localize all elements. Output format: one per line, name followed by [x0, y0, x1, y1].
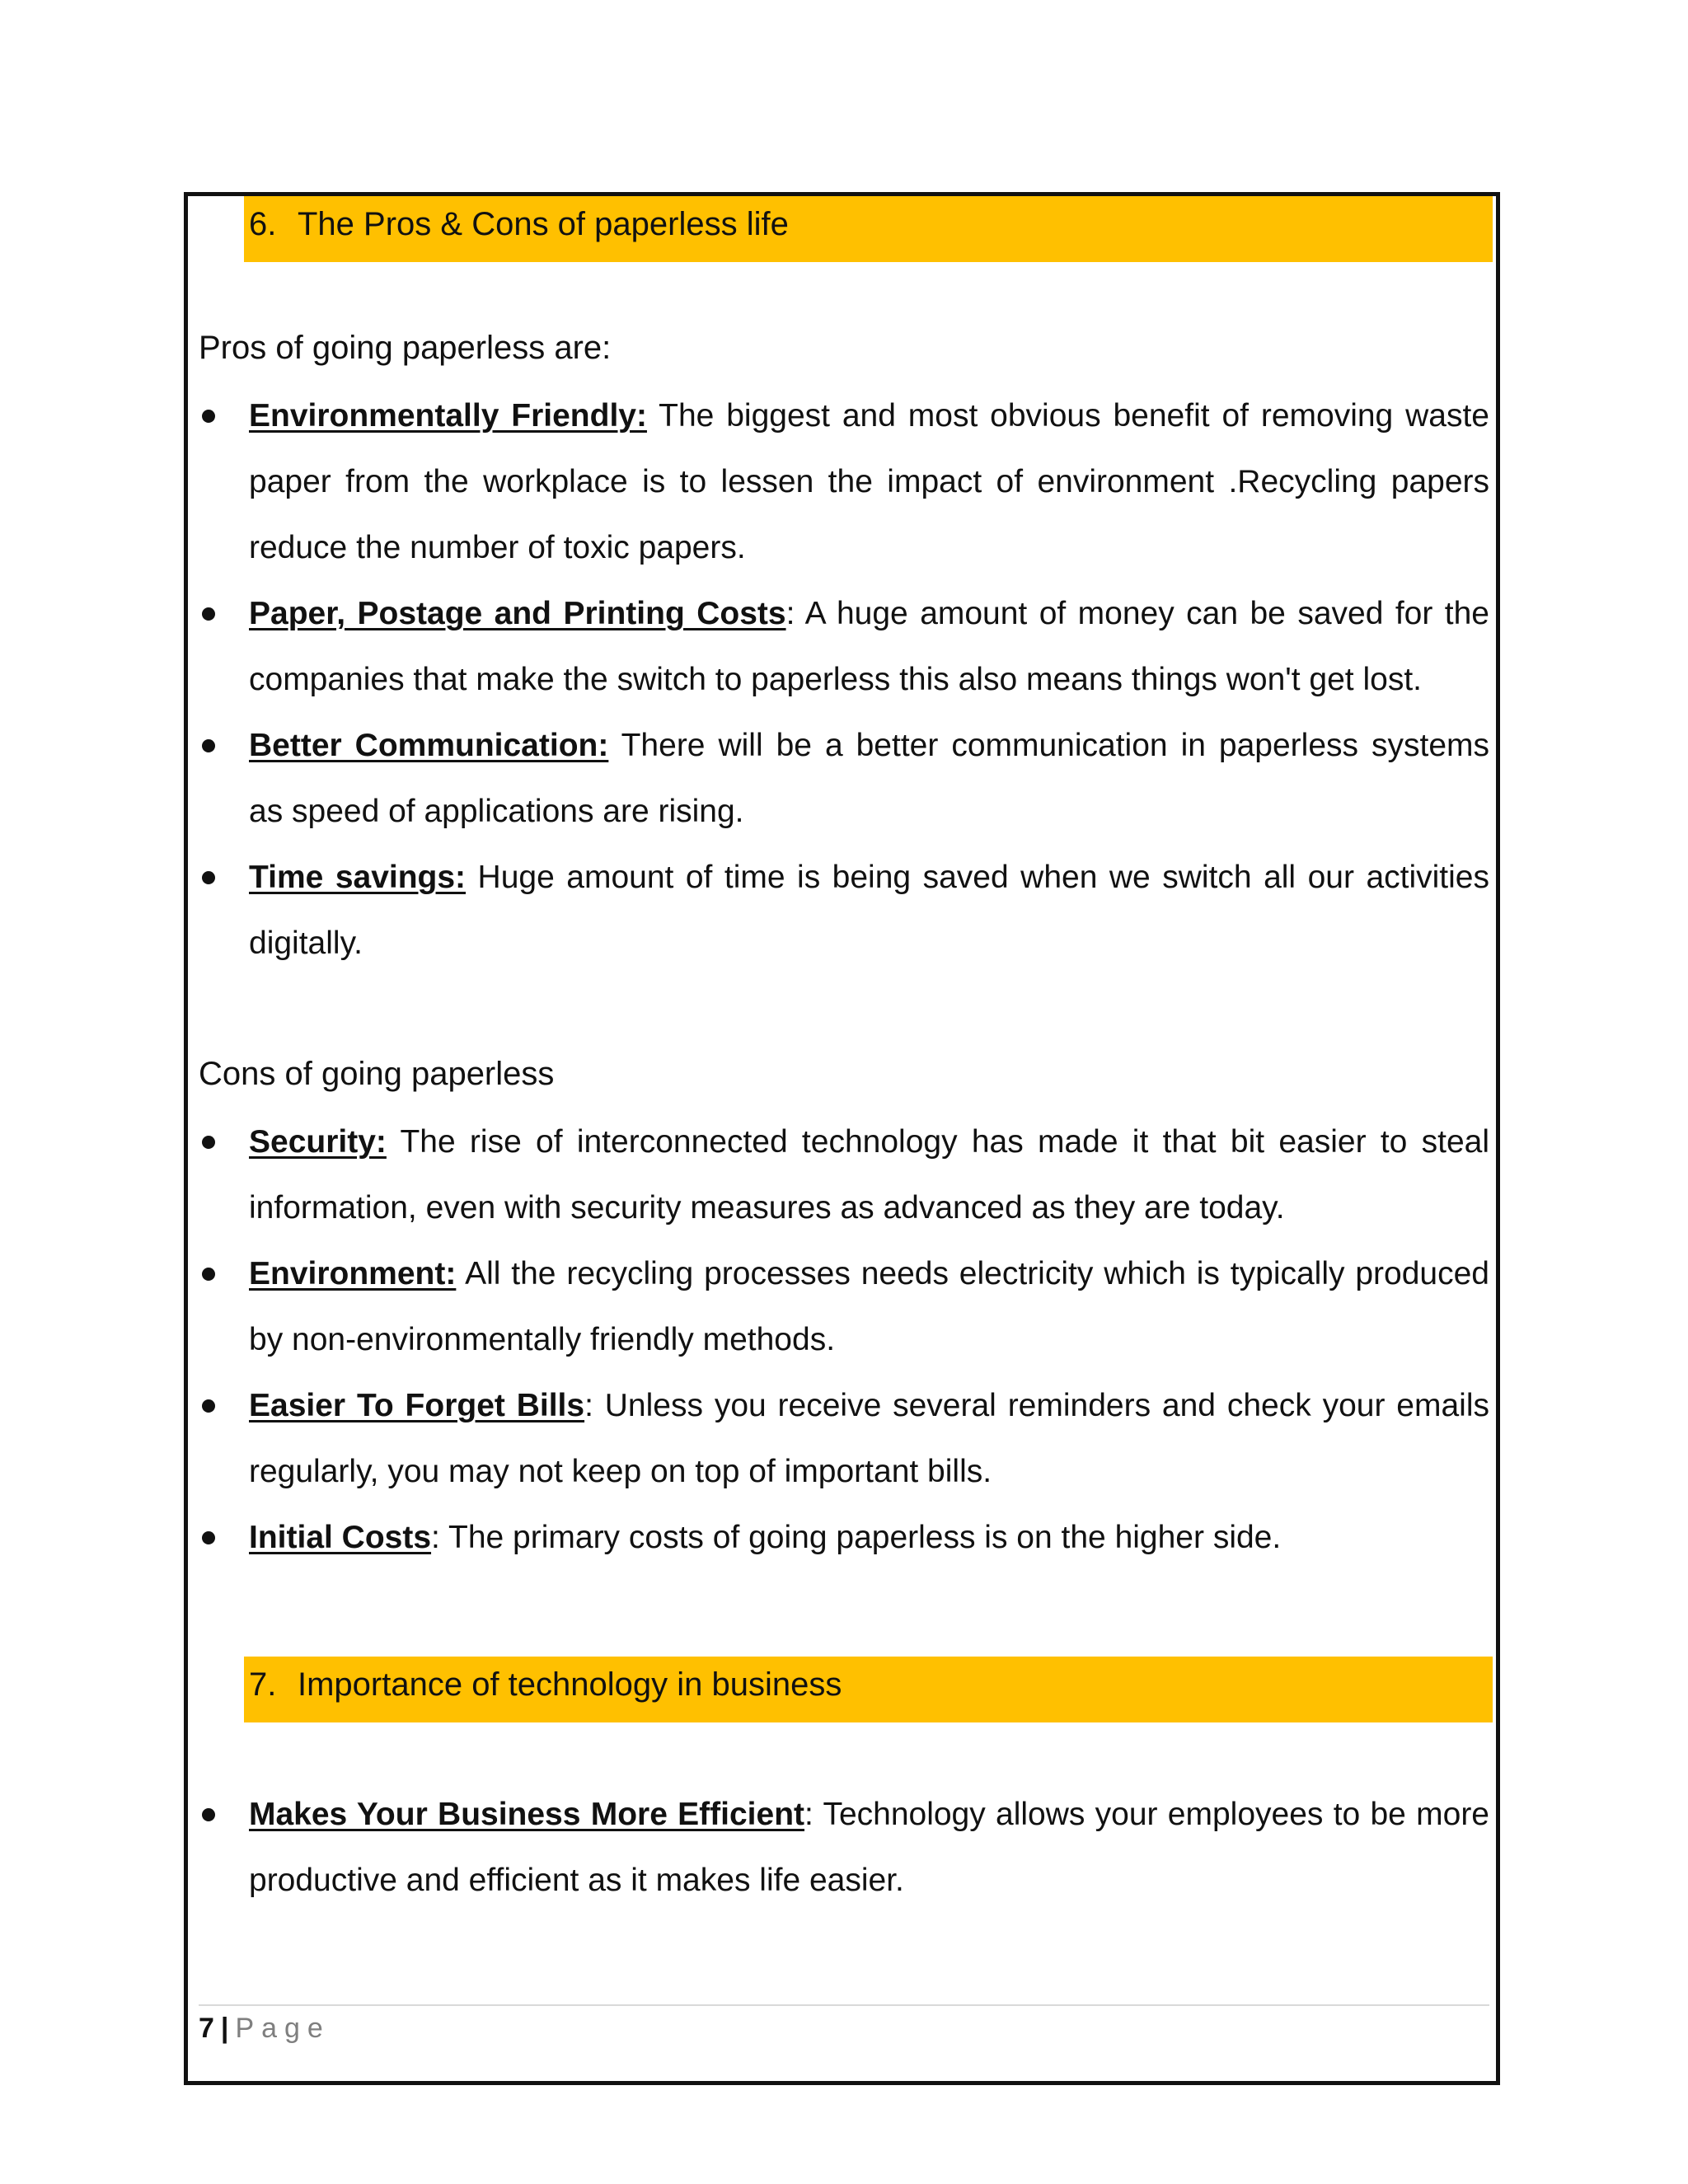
- bullet-icon: [202, 1531, 215, 1544]
- page-footer: [199, 2014, 331, 2042]
- section-7-heading: [244, 1657, 1493, 1722]
- pros-item: [199, 383, 1489, 581]
- section-7-list: [199, 1782, 1489, 1914]
- cons-intro: Cons of going paperless: [199, 1056, 555, 1092]
- section-6-heading: [244, 196, 1493, 262]
- bullet-icon: [202, 1268, 215, 1281]
- pros-text: : A huge amount of money can be saved for the companies that make the switch to paperless this also means things won't get lost.: [249, 596, 1489, 697]
- bullet-icon: [202, 739, 215, 752]
- pros-term: Better Communication:: [249, 728, 609, 763]
- bullet-icon: [202, 410, 215, 423]
- pros-text: Huge amount of time is being saved when we switch all our activities digitally.: [249, 860, 1489, 961]
- pros-intro: Pros of going paperless are:: [199, 330, 612, 366]
- page-label: Page: [235, 2013, 331, 2044]
- section-7-number: 7.: [249, 1666, 277, 1703]
- cons-text: The rise of interconnected technology has made it that bit easier to steal information, even with security measures as advanced as they are today.: [249, 1124, 1489, 1226]
- pros-item: [199, 581, 1489, 713]
- cons-list: [199, 1109, 1489, 1571]
- cons-text: : Unless you receive several reminders and check your emails regularly, you may not keep on top of important bills.: [249, 1388, 1489, 1489]
- bullet-icon: [202, 607, 215, 621]
- section-6-title: The Pros & Cons of paperless life: [298, 206, 789, 242]
- bullet-icon: [202, 871, 215, 884]
- page-number: 7: [199, 2013, 214, 2044]
- cons-text: All the recycling processes needs electricity which is typically produced by non-environmentally friendly methods.: [249, 1256, 1489, 1357]
- cons-term: Initial Costs: [249, 1520, 432, 1555]
- cons-term: Environment:: [249, 1256, 457, 1291]
- cons-item: [199, 1241, 1489, 1373]
- section-7-text: : Technology allows your employees to be more productive and efficient as it makes life easier.: [249, 1797, 1489, 1898]
- footer-rule: [199, 2004, 1489, 2006]
- pros-item: [199, 845, 1489, 977]
- cons-text: : The primary costs of going paperless is on the higher side.: [431, 1520, 1282, 1555]
- pros-list: [199, 383, 1489, 977]
- section-6-number: 6.: [249, 206, 277, 242]
- bullet-icon: [202, 1136, 215, 1149]
- pros-text: There will be a better communication in paperless systems as speed of applications are rising.: [249, 728, 1489, 829]
- pros-text: The biggest and most obvious benefit of removing waste paper from the workplace is to lessen the impact of environment .Recycling papers reduce the number of toxic papers.: [249, 398, 1489, 565]
- cons-item: [199, 1505, 1489, 1571]
- pros-item: [199, 713, 1489, 845]
- footer-separator: |: [220, 2013, 229, 2044]
- section-7-term: Makes Your Business More Efficient: [249, 1797, 805, 1832]
- pros-term: Paper, Postage and Printing Costs: [249, 596, 786, 631]
- cons-term: Security:: [249, 1124, 387, 1160]
- cons-item: [199, 1373, 1489, 1505]
- pros-term: Environmentally Friendly:: [249, 398, 647, 434]
- bullet-icon: [202, 1399, 215, 1413]
- bullet-icon: [202, 1808, 215, 1821]
- section-7-item: [199, 1782, 1489, 1914]
- cons-item: [199, 1109, 1489, 1241]
- section-7-title: Importance of technology in business: [298, 1666, 842, 1703]
- pros-term: Time savings:: [249, 860, 467, 895]
- cons-term: Easier To Forget Bills: [249, 1388, 585, 1423]
